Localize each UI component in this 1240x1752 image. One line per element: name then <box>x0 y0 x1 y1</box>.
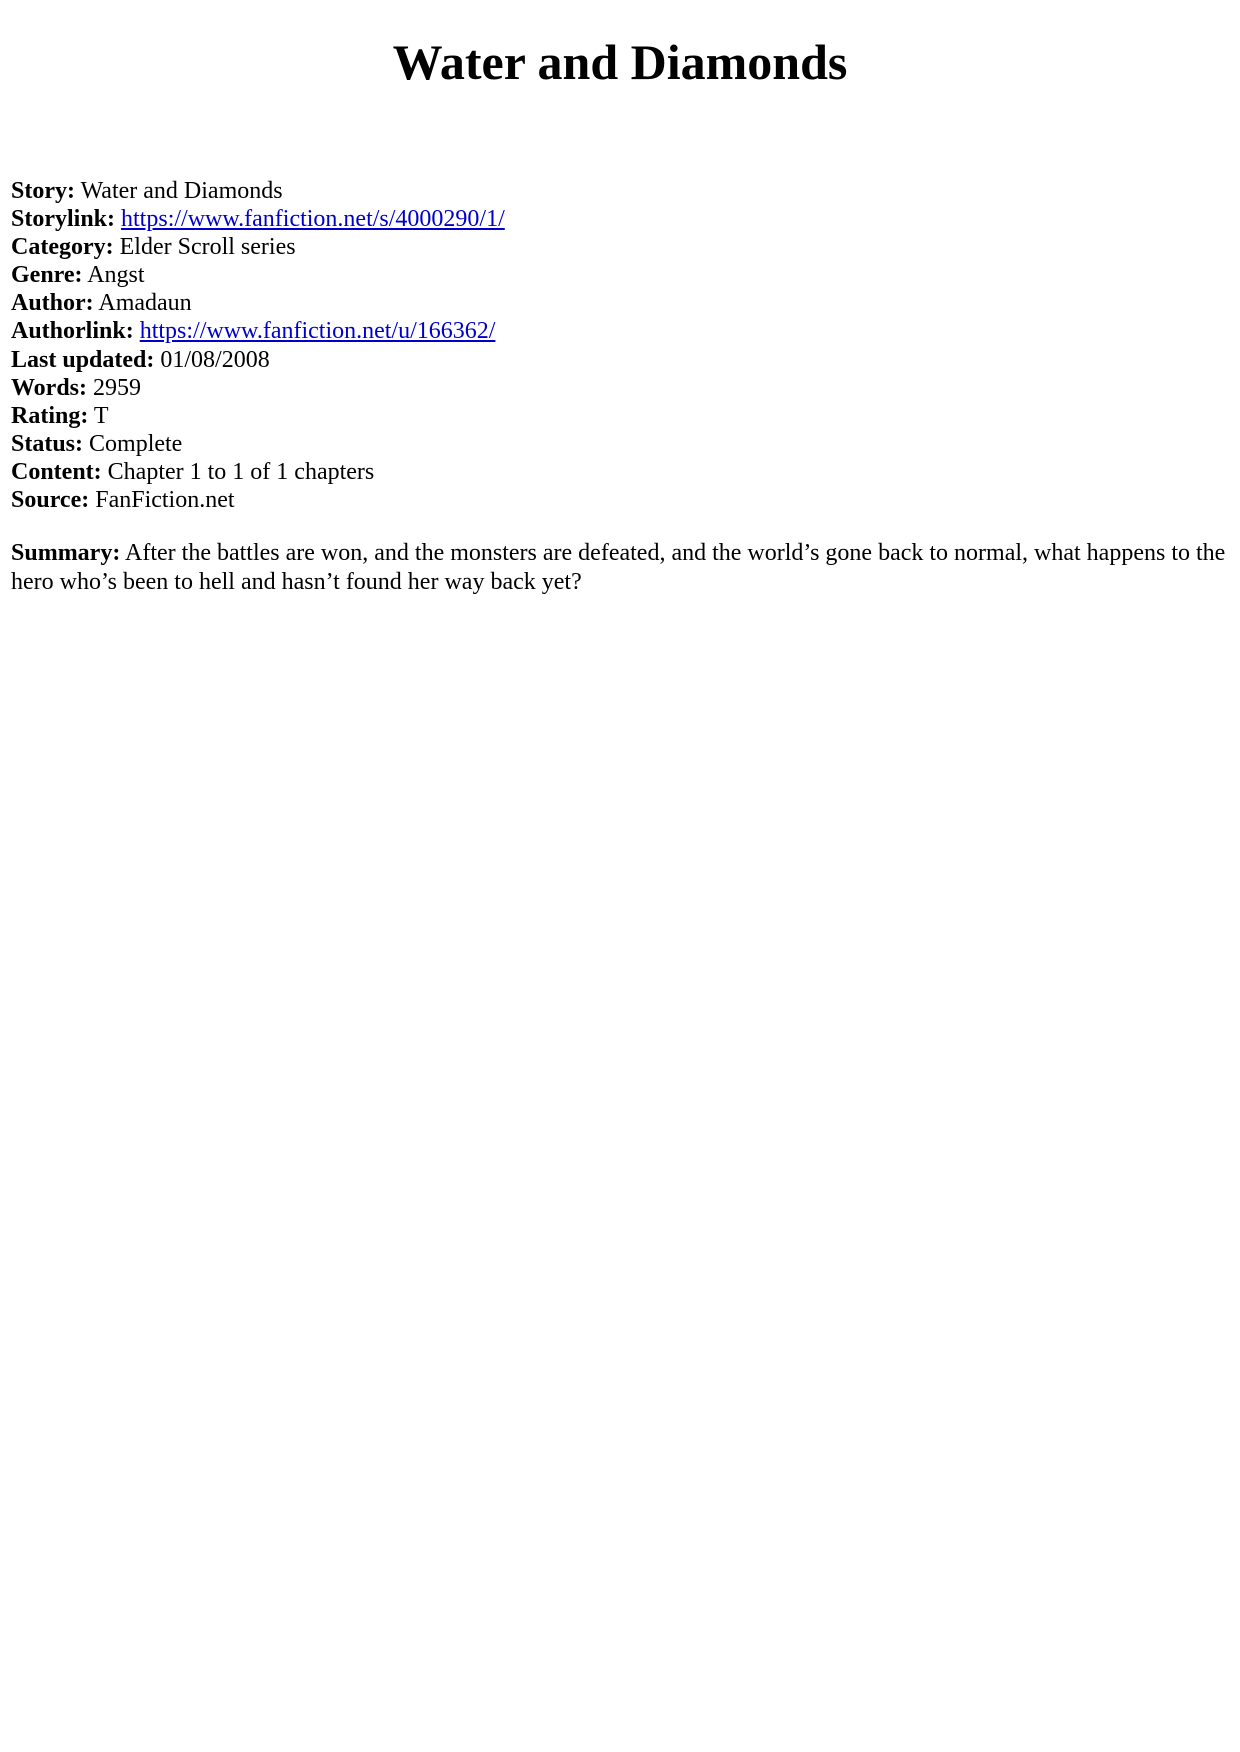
meta-label: Authorlink: <box>11 318 134 345</box>
storylink-link[interactable]: https://www.fanfiction.net/s/4000290/1/ <box>121 206 505 233</box>
authorlink-link[interactable]: https://www.fanfiction.net/u/166362/ <box>139 318 496 345</box>
meta-label: Author: <box>11 290 94 317</box>
meta-content <box>11 458 1226 486</box>
meta-author <box>11 289 1226 317</box>
meta-value: Amadaun <box>98 290 192 317</box>
meta-rating <box>11 402 1226 430</box>
story-metadata <box>11 177 1226 514</box>
page-title: Water and Diamonds <box>392 34 848 90</box>
meta-label: Storylink: <box>11 206 116 233</box>
meta-label: Last updated: <box>11 346 155 373</box>
meta-genre <box>11 261 1226 289</box>
meta-story <box>11 177 1226 205</box>
meta-words <box>11 374 1226 402</box>
meta-label: Category: <box>11 234 114 261</box>
meta-storylink <box>11 205 1226 233</box>
meta-value: FanFiction.net <box>95 487 235 514</box>
meta-last-updated <box>11 346 1226 374</box>
story-summary <box>11 539 1226 597</box>
meta-label: Genre: <box>11 262 83 289</box>
meta-label: Rating: <box>11 402 89 429</box>
summary-label: Summary: <box>11 540 121 566</box>
meta-value: 2959 <box>93 374 142 401</box>
meta-label: Story: <box>11 178 75 204</box>
meta-value: 01/08/2008 <box>160 346 270 373</box>
meta-value: Water and Diamonds <box>80 178 283 204</box>
meta-value: T <box>93 402 109 429</box>
meta-value: Elder Scroll series <box>119 234 296 261</box>
meta-label: Source: <box>11 487 90 514</box>
meta-label: Content: <box>11 458 102 485</box>
meta-label: Status: <box>11 430 84 457</box>
meta-label: Words: <box>11 374 88 401</box>
meta-authorlink <box>11 317 1226 345</box>
meta-source <box>11 486 1226 514</box>
meta-status <box>11 430 1226 458</box>
meta-value: Complete <box>89 430 183 457</box>
meta-category <box>11 233 1226 261</box>
summary-text: After the battles are won, and the monsters are defeated, and the world’s gone back to normal, what happens to the hero who’s been to hell and hasn’t found her way back yet? <box>11 540 1226 595</box>
meta-value: Angst <box>87 262 145 289</box>
meta-value: Chapter 1 to 1 of 1 chapters <box>107 458 375 485</box>
